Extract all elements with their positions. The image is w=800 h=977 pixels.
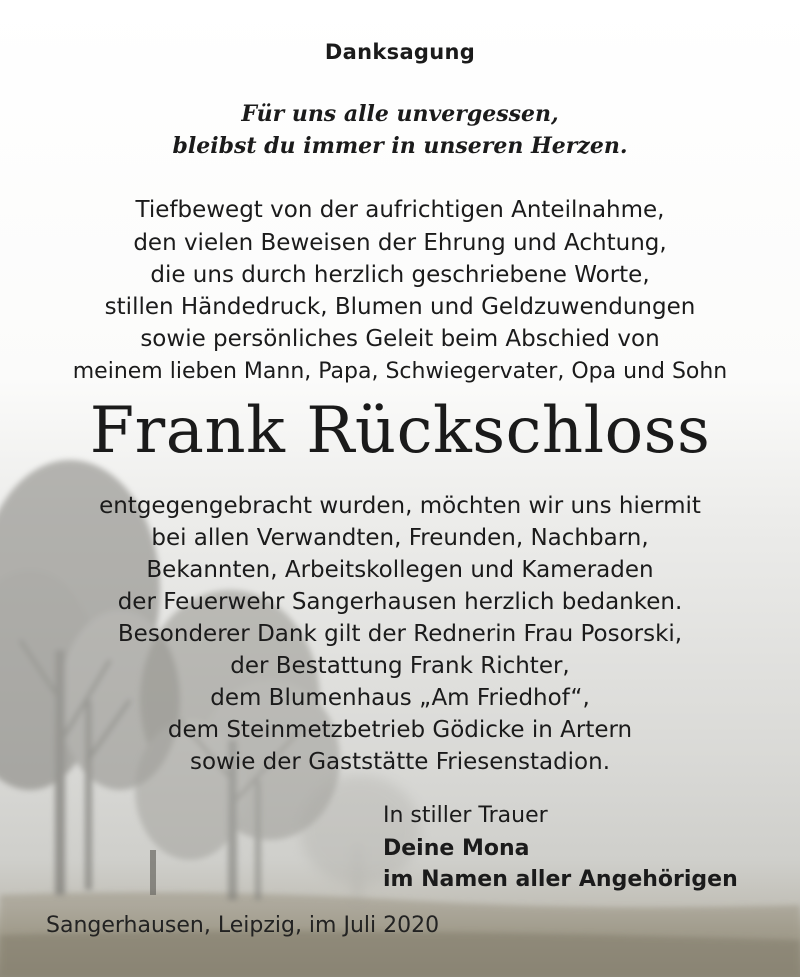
signature-line: In stiller Trauer — [383, 803, 548, 828]
thanks-line: bei allen Verwandten, Freunden, Nachbarn, — [151, 525, 649, 551]
thanks-line: Besonderer Dank gilt der Rednerin Frau Posorski, — [117, 621, 683, 647]
motto-line: Für uns alle unvergessen, — [241, 101, 559, 127]
thanks-line: Bekannten, Arbeitskollegen und Kameraden — [146, 557, 654, 583]
notice-title: Danksagung — [324, 40, 476, 64]
signature-name: Deine Mona — [383, 836, 530, 861]
thanks-line: der Feuerwehr Sangerhausen herzlich bedanken. — [117, 589, 683, 615]
intro-line: stillen Händedruck, Blumen und Geldzuwendungen — [104, 294, 696, 320]
thanks-line: entgegengebracht wurden, möchten wir uns hiermit — [99, 493, 701, 519]
intro-line: Tiefbewegt von der aufrichtigen Anteilnahme, — [135, 197, 665, 223]
thanks-line: dem Steinmetzbetrieb Gödicke in Artern — [167, 717, 633, 743]
motto-line: bleibst du immer in unseren Herzen. — [172, 133, 628, 159]
thanks-line: der Bestattung Frank Richter, — [230, 653, 570, 679]
thanks-line: sowie der Gaststätte Friesenstadion. — [189, 749, 611, 775]
intro-line: die uns durch herzlich geschriebene Worte, — [150, 262, 650, 288]
intro-line: den vielen Beweisen der Ehrung und Achtung, — [133, 230, 667, 256]
intro-line: sowie persönliches Geleit beim Abschied von — [140, 326, 660, 352]
deceased-name: Frank Rückschloss — [89, 394, 711, 468]
thanks-line: dem Blumenhaus „Am Friedhof“, — [210, 685, 590, 711]
place-date: Sangerhausen, Leipzig, im Juli 2020 — [46, 913, 440, 938]
intro-line: meinem lieben Mann, Papa, Schwiegervater, Opa und Sohn — [72, 359, 728, 384]
signature-family: im Namen aller Angehörigen — [383, 867, 738, 892]
